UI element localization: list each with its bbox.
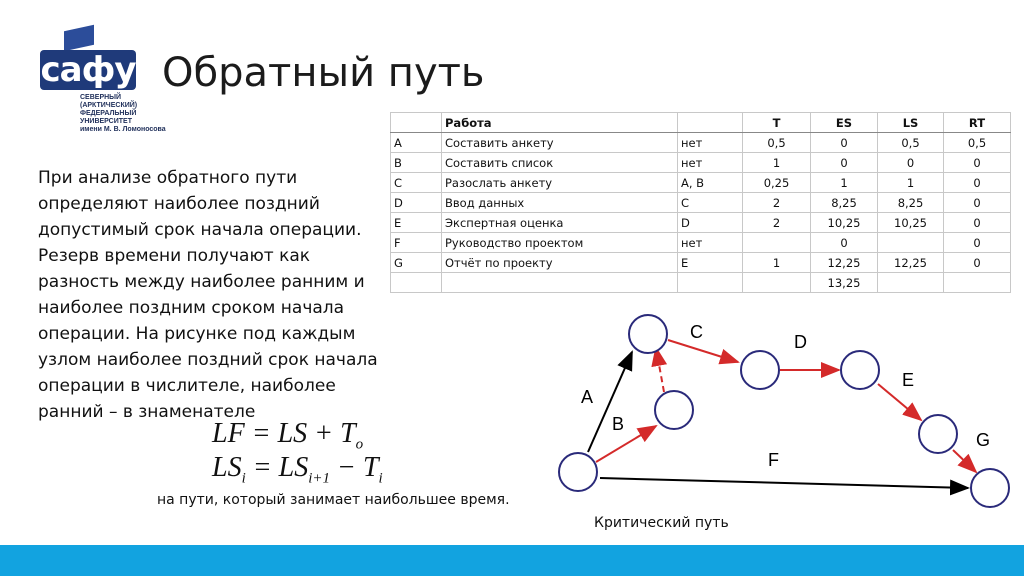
table-cell — [944, 273, 1011, 293]
logo-line: (АРКТИЧЕСКИЙ) — [80, 102, 138, 109]
edge-label-f: F — [768, 450, 779, 470]
edge-g — [953, 450, 976, 472]
table-cell: 12,25 — [811, 253, 878, 273]
edge-label-g: G — [976, 430, 991, 450]
network-node — [841, 351, 879, 389]
table-header-cell: LS — [878, 113, 944, 133]
table-row — [391, 233, 1011, 253]
table-cell: 0 — [811, 233, 878, 253]
network-diagram — [540, 300, 1024, 520]
work-table — [390, 112, 1011, 293]
logo-line: ФЕДЕРАЛЬНЫЙ — [80, 110, 137, 117]
table-cell: F — [391, 233, 442, 253]
table-cell: C — [678, 193, 743, 213]
table-cell: G — [391, 253, 442, 273]
table-cell: 2 — [743, 193, 811, 213]
formula-ls-lhs: LS — [212, 452, 242, 483]
edge-label-a: A — [581, 387, 594, 407]
table-cell — [442, 273, 678, 293]
table-header-cell: RT — [944, 113, 1011, 133]
table-cell: B — [391, 153, 442, 173]
table-cell: Отчёт по проекту — [442, 253, 678, 273]
formula-ls-term-sub: i — [378, 470, 383, 487]
table-cell: Экспертная оценка — [442, 213, 678, 233]
table-row — [391, 193, 1011, 213]
table-cell: 0 — [944, 253, 1011, 273]
table-row-empty — [391, 273, 1011, 293]
table-cell: 0 — [944, 233, 1011, 253]
table-cell: Ввод данных — [442, 193, 678, 213]
table-cell: E — [678, 253, 743, 273]
table-cell: 1 — [811, 173, 878, 193]
table-cell: 10,25 — [811, 213, 878, 233]
table-cell: 0 — [878, 153, 944, 173]
edge-e — [878, 384, 921, 420]
edge-label-b: B — [612, 414, 625, 434]
formula-ls-rhs: LS — [278, 452, 309, 483]
edge-a — [588, 352, 632, 452]
table-cell: E — [391, 213, 442, 233]
edge-dummy — [656, 348, 664, 392]
table-cell: нет — [678, 153, 743, 173]
edge-label-c: C — [690, 322, 703, 342]
table-cell: D — [678, 213, 743, 233]
table-header-cell — [391, 113, 442, 133]
table-cell: 0,5 — [944, 133, 1011, 153]
table-cell: 1 — [878, 173, 944, 193]
table-cell: 0 — [944, 153, 1011, 173]
table-cell: 0 — [811, 133, 878, 153]
table-cell — [743, 233, 811, 253]
table-cell — [743, 273, 811, 293]
table-cell: 1 — [743, 253, 811, 273]
table-cell: нет — [678, 233, 743, 253]
table-row — [391, 153, 1011, 173]
table-header-row — [391, 113, 1011, 133]
table-cell — [878, 273, 944, 293]
table-cell: 0,5 — [878, 133, 944, 153]
network-node — [629, 315, 667, 353]
edge-c — [668, 340, 738, 362]
formula-ls: $LS_i = LS_{i+1} - T_i$ — [212, 452, 383, 487]
formula-ls-rhs-sub: i+1 — [308, 470, 331, 487]
table-cell: нет — [678, 133, 743, 153]
table-header-cell — [678, 113, 743, 133]
formula-lf-sub: o — [355, 436, 364, 453]
table-cell: Составить анкету — [442, 133, 678, 153]
footer-accent-bar — [0, 545, 1024, 576]
logo-line: СЕВЕРНЫЙ — [80, 94, 122, 101]
table-header-cell: T — [743, 113, 811, 133]
logo-wordmark: сафу — [40, 50, 136, 90]
table-cell: 0 — [944, 173, 1011, 193]
university-logo — [40, 24, 166, 136]
formula-lf: LF = LS + $T_o$ — [212, 418, 364, 453]
table-row — [391, 133, 1011, 153]
logo-line: имени М. В. Ломоносова — [80, 126, 166, 133]
table-cell: 0,5 — [743, 133, 811, 153]
edge-f — [600, 478, 968, 488]
table-header-cell: ES — [811, 113, 878, 133]
diagram-caption: Критический путь — [594, 515, 729, 531]
logo-text-lines — [80, 94, 166, 134]
formula-lf-rhs: LS — [277, 418, 308, 449]
table-cell: 8,25 — [878, 193, 944, 213]
table-cell: 10,25 — [878, 213, 944, 233]
table-row — [391, 173, 1011, 193]
network-node — [919, 415, 957, 453]
formula-lf-term: T — [340, 418, 356, 449]
slide-body-text: При анализе обратного пути определяют наиболее поздний допустимый срок начала операции. Резерв времени получают как разность между наиболее ранним и наиболее поздним сроком начала операции. На рисунке под каждым узлом наиболее поздний срок начала операции в числителе, наиболее ранний – в знаменателе — [38, 168, 378, 422]
table-cell: 0,25 — [743, 173, 811, 193]
table-cell: D — [391, 193, 442, 213]
network-node — [741, 351, 779, 389]
table-cell — [878, 233, 944, 253]
table-cell: A, B — [678, 173, 743, 193]
table-cell: A — [391, 133, 442, 153]
table-row — [391, 253, 1011, 273]
slide-title: Обратный путь — [162, 50, 485, 96]
formula-ls-lhs-sub: i — [241, 470, 246, 487]
table-cell: 12,25 — [878, 253, 944, 273]
table-cell — [391, 273, 442, 293]
formula-note: на пути, который занимает наибольшее время. — [157, 492, 510, 508]
table-total-cell: 13,25 — [811, 273, 878, 293]
table-cell: Разослать анкету — [442, 173, 678, 193]
edge-label-e: E — [902, 370, 915, 390]
network-node — [655, 391, 693, 429]
table-cell: Руководство проектом — [442, 233, 678, 253]
table-cell: 8,25 — [811, 193, 878, 213]
table-cell: 0 — [944, 193, 1011, 213]
network-node — [971, 469, 1009, 507]
table-cell: 0 — [944, 213, 1011, 233]
network-node — [559, 453, 597, 491]
table-header-cell: Работа — [442, 113, 678, 133]
logo-line: УНИВЕРСИТЕТ — [80, 118, 132, 125]
edge-label-d: D — [794, 332, 807, 352]
table-cell: 0 — [811, 153, 878, 173]
edge-b — [596, 426, 656, 462]
formula-ls-term: T — [362, 452, 379, 483]
table-cell: 1 — [743, 153, 811, 173]
logo-flag-shape — [64, 25, 94, 51]
table-cell — [678, 273, 743, 293]
table-cell: 2 — [743, 213, 811, 233]
table-row — [391, 213, 1011, 233]
table-cell: Составить список — [442, 153, 678, 173]
table-cell: C — [391, 173, 442, 193]
formula-lf-lhs: LF — [212, 418, 245, 449]
